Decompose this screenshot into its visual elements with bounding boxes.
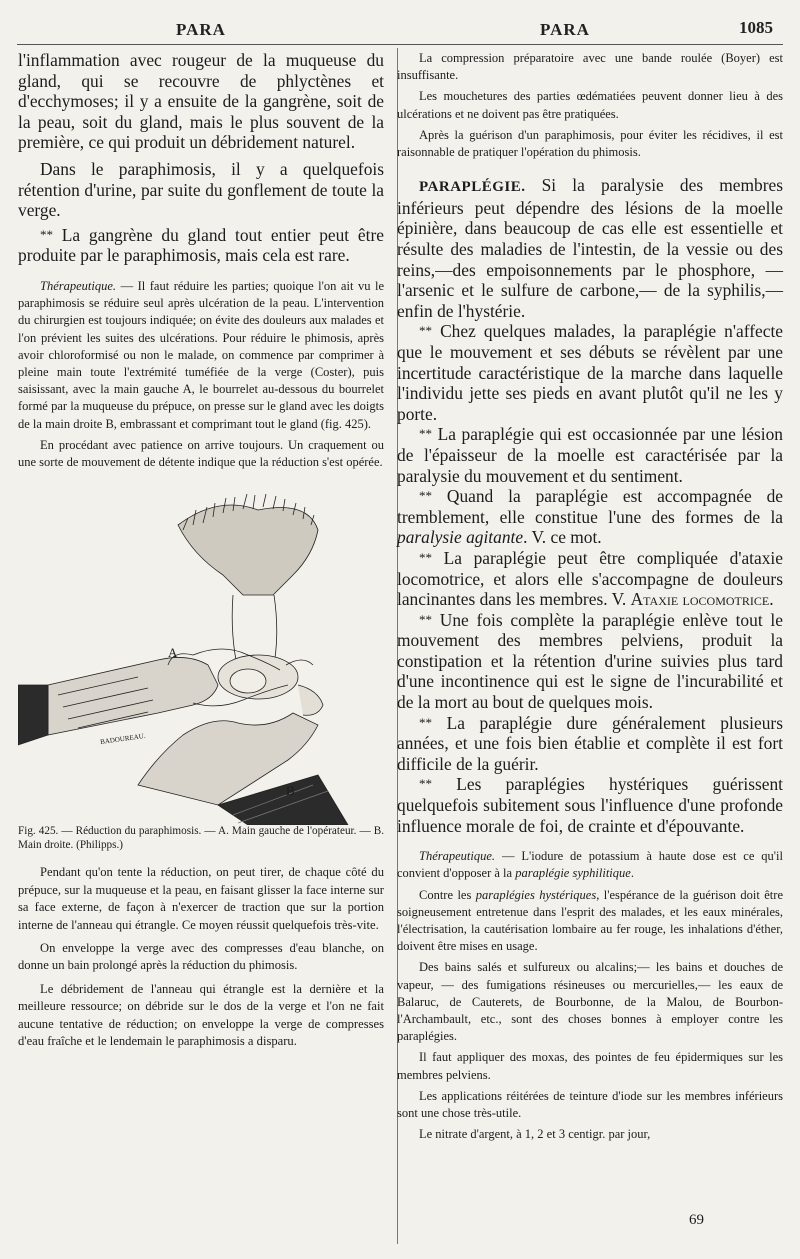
- header-rule: [17, 44, 783, 45]
- page-number: 1085: [739, 18, 773, 37]
- paragraph: Pendant qu'on tente la réduction, on peut tirer, de chaque côté du prépuce, sur la muqueuse et la peau, en faisant glisser la face interne sur sa face externe, de façon à n'exercer de traction que sur la portion interne de l'anneau qui étrangle. Ce moyen réussit quelquefois très-vite.: [18, 865, 384, 932]
- left-column: [18, 50, 384, 1050]
- paragraph: [397, 848, 783, 882]
- paragraph: En procédant avec patience on arrive toujours. Un craquement ou une sorte de mouvement de détente indique que la réduction s'est opérée.: [18, 437, 384, 469]
- paragraph: l'inflammation avec rougeur de la muqueuse du gland, qui se recouvre de phlyctènes et d'ecchymoses; il y a ensuite de la gangrène, soit de la peau, soit du gland, mais le plus souvent de la première, ce qui produit un débridement naturel.: [18, 50, 384, 153]
- paragraph-text: La gangrène du gland tout entier peut être produite par le paraphimosis, mais cela est rare.: [18, 224, 384, 266]
- signature-mark: 69: [689, 1212, 704, 1228]
- asterism: **: [419, 549, 432, 565]
- paragraph-text: .: [630, 866, 634, 881]
- figure-label-a: A: [168, 645, 178, 661]
- paragraph-text: — Il faut réduire les parties; quoique l'on ait vu le paraphimosis se réduire seul après ulcération de la peau. L'intervention du chirurgien est toujours indiquée; on évite des douleurs aux malades et l'on prévient les suites des ulcérations. Pour réduire le phimosis, après avoir chloroformisé ou non le malade, on commence par comprimer à pleine main toute l'extrémité tuméfiée de la verge (Coster), puis saisissant, avec la main gauche A, le bourrelet au-dessous du bourrelet formé par la muqueuse du prépuce, on presse sur le gland avec les doigts de la main droite B, embrassant et comprimant tout le gland (fig. 425).: [18, 278, 384, 431]
- paragraph: On enveloppe la verge avec des compresses d'eau blanche, on donne un bain prolongé après la réduction du phimosis.: [18, 940, 384, 973]
- paragraph: [397, 713, 783, 775]
- paragraph-text: La paraplégie peut être compliquée d'ataxie locomotrice, et alors elle s'accompagne de douleurs lancinantes dans les membres. V.: [397, 547, 783, 610]
- paragraph-text: Contre les: [419, 887, 476, 902]
- emphasis: paraplégies hystériques: [475, 887, 597, 902]
- paragraph: Des bains salés et sulfureux ou alcalins;— les bains et douches de vapeur, — des fumigations résineuses ou mercurielles,— les eaux de Balaruc, de Cauterets, de Bourbonne, de la Malou, de Bourbon-l'Archambault, etc., sont des choses bonnes à employer contre les paraplégies.: [397, 960, 783, 1044]
- asterism: **: [419, 426, 432, 442]
- paragraph: La compression préparatoire avec une bande roulée (Boyer) est insuffisante.: [397, 51, 783, 83]
- paragraph: Il faut appliquer des moxas, des pointes de feu épidermiques sur les membres pelviens.: [397, 1050, 783, 1082]
- asterism: **: [419, 488, 432, 504]
- running-head-left: PARA: [176, 20, 226, 39]
- paragraph: [18, 225, 384, 266]
- cross-reference: Ataxie locomotrice.: [630, 589, 774, 610]
- paragraph: Après la guérison d'un paraphimosis, pour éviter les récidives, il est raisonnable de pratiquer l'opération du phimosis.: [397, 127, 783, 160]
- paragraph: Les mouchetures des parties œdématiées peuvent donner lieu à des ulcérations et ne doivent pas être pratiquées.: [397, 89, 783, 121]
- paragraph: Le nitrate d'argent, à 1, 2 et 3 centigr. par jour,: [419, 1127, 651, 1142]
- entry-heading: PARAPLÉGIE.: [419, 179, 526, 196]
- asterism: **: [419, 323, 432, 339]
- engraver-signature: BADOUREAU.: [99, 732, 147, 747]
- paragraph: [397, 321, 783, 424]
- engraving-illustration: [18, 485, 384, 825]
- figure-label-b: B: [286, 783, 295, 799]
- paragraph: Les applications réitérées de teinture d'iode sur les membres inférieurs sont une chose très-utile.: [397, 1088, 783, 1121]
- paragraph-text: — L'iodure de potassium à haute dose est ce qu'il convient d'opposer à la: [397, 849, 783, 881]
- asterism: **: [419, 776, 432, 792]
- paragraph-text: Si la paralysie des membres inférieurs peut dépendre des lésions de la moelle épinière, dans beaucoup de cas elle est essentielle et résulte des maladies de l'intestin, de la vessie ou des reins,—des empoisonnements par le phosphore, — l'arsenic et le sulfure de carbone,— de la syphilis,— enfin de l'hystérie.: [397, 175, 783, 321]
- paragraph-text: Les paraplégies hystériques guérissent quelquefois subitement sous l'influence d'une profonde influence morale de foi, de crainte et d'épouvante.: [397, 774, 783, 836]
- paragraph-text: Chez quelques malades, la paraplégie n'affecte que le mouvement et ses débuts se révèlent par une incertitude caractéristique de la marche dans laquelle l'individu jette ses pieds en avant plutôt qu'il ne les y porte.: [397, 321, 783, 424]
- section-label: Thérapeutique.: [419, 849, 496, 864]
- asterism: **: [419, 611, 432, 627]
- asterism: **: [419, 714, 432, 730]
- paragraph-text: Une fois complète la paraplégie enlève tout le mouvement des membres pelviens, produit la constipation et la rétention d'urine suivies plus tard d'une incontinence qui est le signe de l'incurabilité et de la mort au bout de quelques mois.: [397, 609, 783, 713]
- paragraph: [397, 774, 783, 836]
- paragraph-text: , l'espérance de la guérison doit être soigneusement entretenue dans l'esprit des malades, et les eaux minérales, l'électrisation, la cautérisation lombaire au fer rouge, les inhalations d'éther, doivent être mises en usage.: [397, 887, 783, 954]
- paragraph: [397, 486, 783, 548]
- figure-425: [18, 485, 384, 825]
- running-head-right: PARA: [540, 20, 590, 39]
- section-label: Thérapeutique.: [40, 278, 117, 293]
- paragraph-text: . V. ce mot.: [523, 527, 602, 548]
- figure-caption: Fig. 425. — Réduction du paraphimosis. — A. Main gauche de l'opérateur. — B. Main droite. (Philipps.): [18, 825, 384, 851]
- asterism: **: [40, 226, 53, 242]
- emphasis: paraplégie syphilitique: [515, 866, 631, 881]
- paragraph-text: Quand la paraplégie est accompagnée de tremblement, elle constitue l'une des formes de la: [397, 486, 783, 527]
- paragraph: [397, 424, 783, 486]
- paragraph: [18, 278, 384, 433]
- right-column: [397, 50, 783, 1143]
- paragraph: [397, 610, 783, 713]
- paragraph: [397, 175, 783, 321]
- paragraph: [397, 887, 783, 956]
- paragraph: Le débridement de l'anneau qui étrangle est la dernière et la meilleure ressource; on débride sur le dos de la verge et l'on ne fait aucune tentative de réduction; on enveloppe la verge de compresses d'eau fraîche et le lendemain le paraphimosis a disparu.: [18, 981, 384, 1049]
- paragraph-text: La paraplégie dure généralement plusieurs années, et une fois bien établie et complète il est fort difficile de la guérir.: [397, 712, 783, 774]
- paragraph-text: La paraplégie qui est occasionnée par une lésion de l'épaisseur de la moelle est caractérisée par la paralysie du mouvement et du sentiment.: [397, 424, 783, 486]
- paragraph: Dans le paraphimosis, il y a quelquefois rétention d'urine, par suite du gonflement de toute la verge.: [18, 158, 384, 221]
- cross-reference: paralysie agitante: [397, 527, 524, 548]
- paragraph: [397, 548, 783, 610]
